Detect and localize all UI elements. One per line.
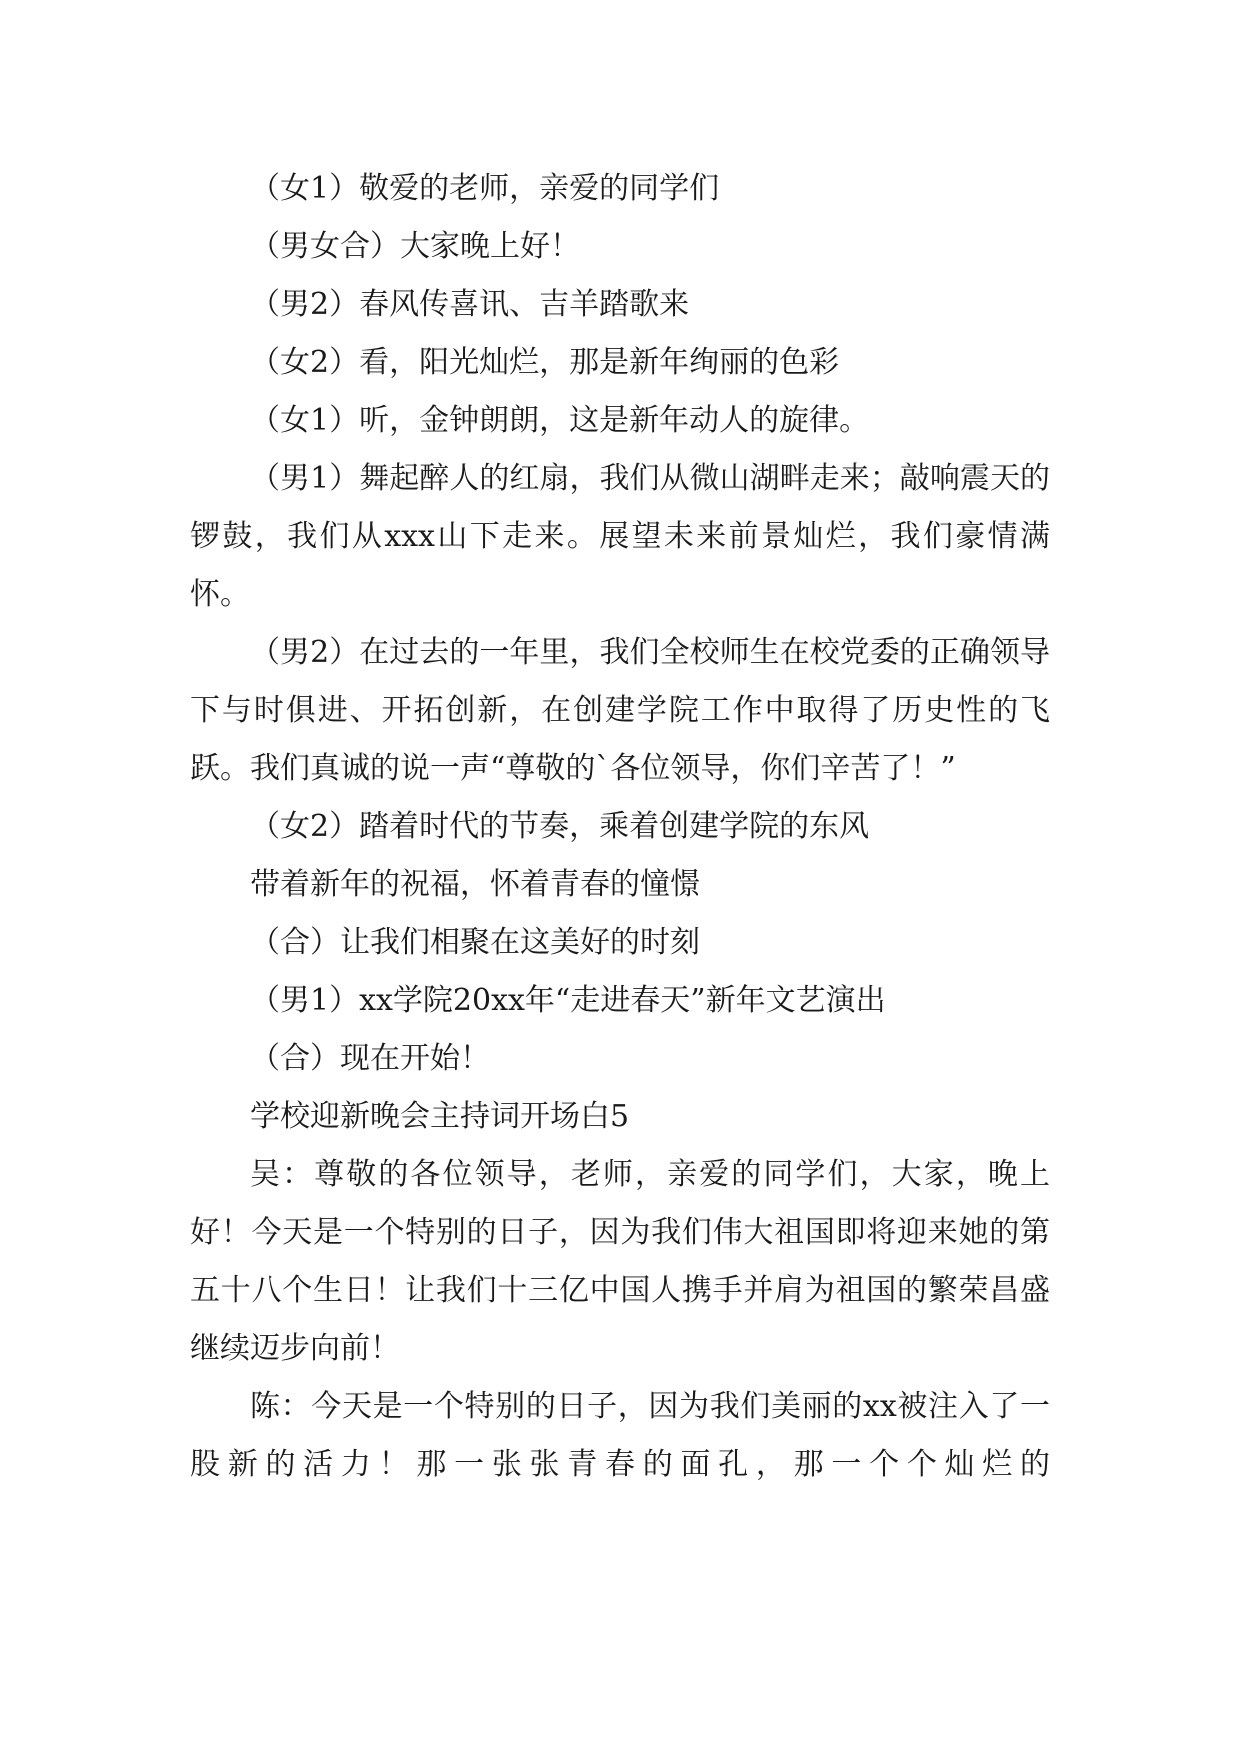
paragraph-13: 吴：尊敬的各位领导，老师，亲爱的同学们，大家，晚上好！今天是一个特别的日子，因为我们伟大祖国即将迎来她的第五十八个生日！让我们十三亿中国人携手并肩为祖国的繁荣昌盛继续迈步向前！ bbox=[190, 1157, 1050, 1366]
paragraph-14: 陈：今天是一个特别的日子，因为我们美丽的xx被注入了一股新的活力！那一张张青春的面孔，那一个个灿烂的 bbox=[190, 1389, 1050, 1482]
paragraph-2: （男女合）大家晚上好！ bbox=[250, 229, 580, 264]
paragraph-11: （男1）xx学院20xx年“走进春天”新年文艺演出 bbox=[250, 983, 886, 1018]
paragraph-1: （女1）敬爱的老师，亲爱的同学们 bbox=[250, 171, 720, 206]
paragraph-9: 带着新年的祝福，怀着青春的憧憬 bbox=[250, 867, 700, 902]
paragraph-8: （女2）踏着时代的节奏，乘着创建学院的东风 bbox=[250, 809, 870, 844]
paragraph-4: （女2）看，阳光灿烂，那是新年绚丽的色彩 bbox=[250, 345, 840, 380]
paragraph-5: （女1）听，金钟朗朗，这是新年动人的旋律。 bbox=[250, 403, 870, 438]
paragraph-6: （男1）舞起醉人的红扇，我们从微山湖畔走来；敲响震天的锣鼓，我们从xxx山下走来。展望未来前景灿烂，我们豪情满怀。 bbox=[190, 461, 1050, 612]
document-body bbox=[190, 160, 1050, 1494]
section-heading: 学校迎新晚会主持词开场白5 bbox=[250, 1099, 630, 1134]
paragraph-12: （合）现在开始！ bbox=[250, 1041, 490, 1076]
paragraph-3: （男2）春风传喜讯、吉羊踏歌来 bbox=[250, 287, 690, 322]
paragraph-10: （合）让我们相聚在这美好的时刻 bbox=[250, 925, 700, 960]
paragraph-7: （男2）在过去的一年里，我们全校师生在校党委的正确领导下与时俱进、开拓创新，在创建学院工作中取得了历史性的飞跃。我们真诚的说一声“尊敬的`各位领导，你们辛苦了！” bbox=[190, 635, 1050, 786]
